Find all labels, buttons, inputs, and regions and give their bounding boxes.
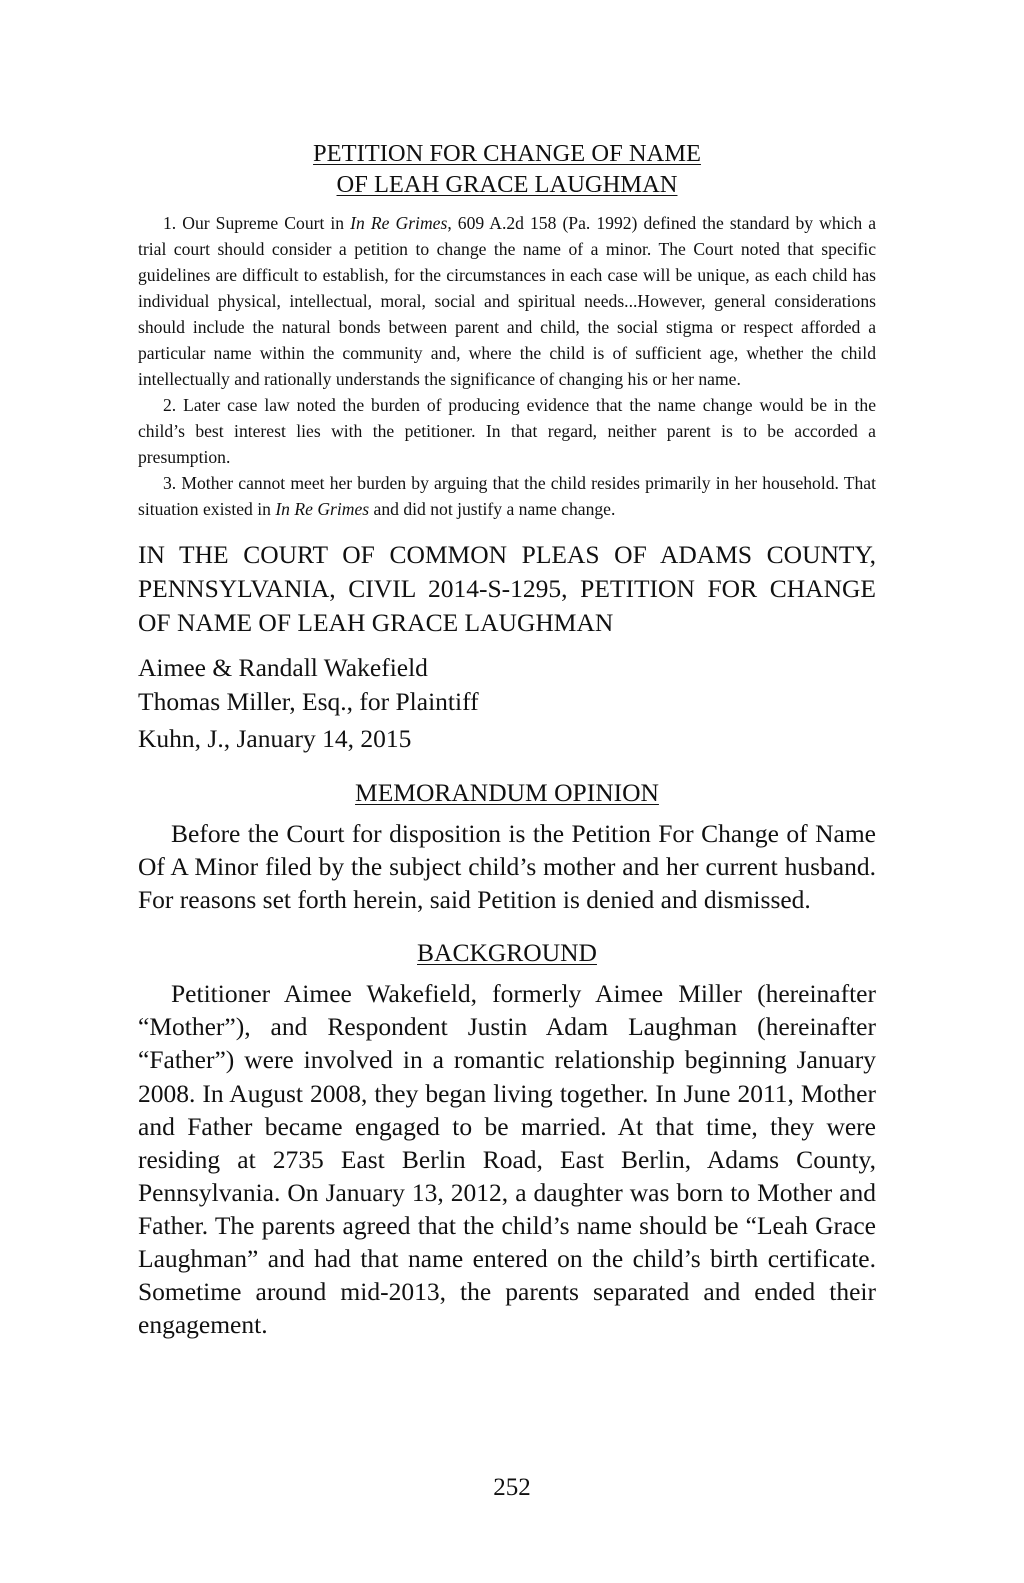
parties-block: [138, 651, 876, 756]
petitioners: Aimee & Randall Wakefield: [138, 653, 428, 682]
headnote-text: and did not justify a name change.: [369, 499, 616, 519]
headnote-title: [138, 138, 876, 200]
memorandum-paragraph: Before the Court for disposition is the Petition For Change of Name Of A Minor filed by the subject child’s mother and her current husband. For reasons set forth herein, said Petition is denied and dismissed.: [138, 819, 876, 915]
background-title-text: BACKGROUND: [417, 938, 597, 968]
headnote-number: 3.: [163, 473, 177, 493]
headnote-2: [138, 392, 876, 470]
headnotes: [138, 210, 876, 522]
headnote-title-line-2: OF LEAH GRACE LAUGHMAN: [336, 171, 678, 198]
page-number: 252: [493, 1474, 531, 1501]
headnote-3: [138, 470, 876, 522]
memorandum-title: [138, 776, 876, 810]
headnote-number: 2.: [163, 395, 177, 415]
case-name: In Re Grimes: [350, 213, 448, 233]
judge-and-date: Kuhn, J., January 14, 2015: [138, 724, 412, 753]
headnote-number: 1.: [163, 213, 177, 233]
headnote-text: Later case law noted the burden of producing evidence that the name change would be in the child’s best interest lies with the petitioner. In that regard, neither parent is to be accorded a presumption.: [138, 395, 877, 467]
counsel: Thomas Miller, Esq., for Plaintiff: [138, 687, 479, 716]
document-page: [138, 138, 876, 1341]
background-paragraph: Petitioner Aimee Wakefield, formerly Aimee Miller (hereinafter “Mother”), and Respondent Justin Adam Laughman (hereinafter “Father”) were involved in a romantic relationship beginning January 2008. In August 2008, they began living together. In June 2011, Mother and Father became engaged to be married. At that time, they were residing at 2735 East Berlin Road, East Berlin, Adams County, Pennsylvania. On January 13, 2012, a daughter was born to Mother and Father. The parents agreed that the child’s name should be “Leah Grace Laughman” and had that name entered on the child’s birth certificate. Sometime around mid-2013, the parents separated and ended their engagement.: [138, 979, 876, 1340]
background-title: [138, 936, 876, 970]
case-name: In Re Grimes: [275, 499, 370, 519]
memorandum-title-text: MEMORANDUM OPINION: [355, 778, 659, 807]
headnote-text: , 609 A.2d 158 (Pa. 1992) defined the standard by which a trial court should consider a petition to change the name of a minor. The Court noted that specific guidelines are difficult to establish, for the circumstances in each case will be unique, as each child has individual physical, intellectual, moral, social and spiritual needs...However, general considerations should include the natural bonds between parent and child, the social stigma or respect afforded a particular name within the community and, where the child is of sufficient age, whether the child intellectually and rationally understands the significance of changing his or her name.: [138, 213, 877, 389]
case-caption: IN THE COURT OF COMMON PLEAS OF ADAMS COUNTY, PENNSYLVANIA, CIVIL 2014-S-1295, PETITION FOR CHANGE OF NAME OF LEAH GRACE LAUGHMAN: [138, 540, 876, 637]
headnote-title-line-1: PETITION FOR CHANGE OF NAME: [313, 140, 701, 167]
headnote-text: Mother cannot meet her burden by arguing that the child resides primarily in her household. That situation existed in: [138, 473, 876, 519]
headnote-text: Our Supreme Court in: [182, 213, 351, 233]
headnote-1: [138, 210, 876, 392]
